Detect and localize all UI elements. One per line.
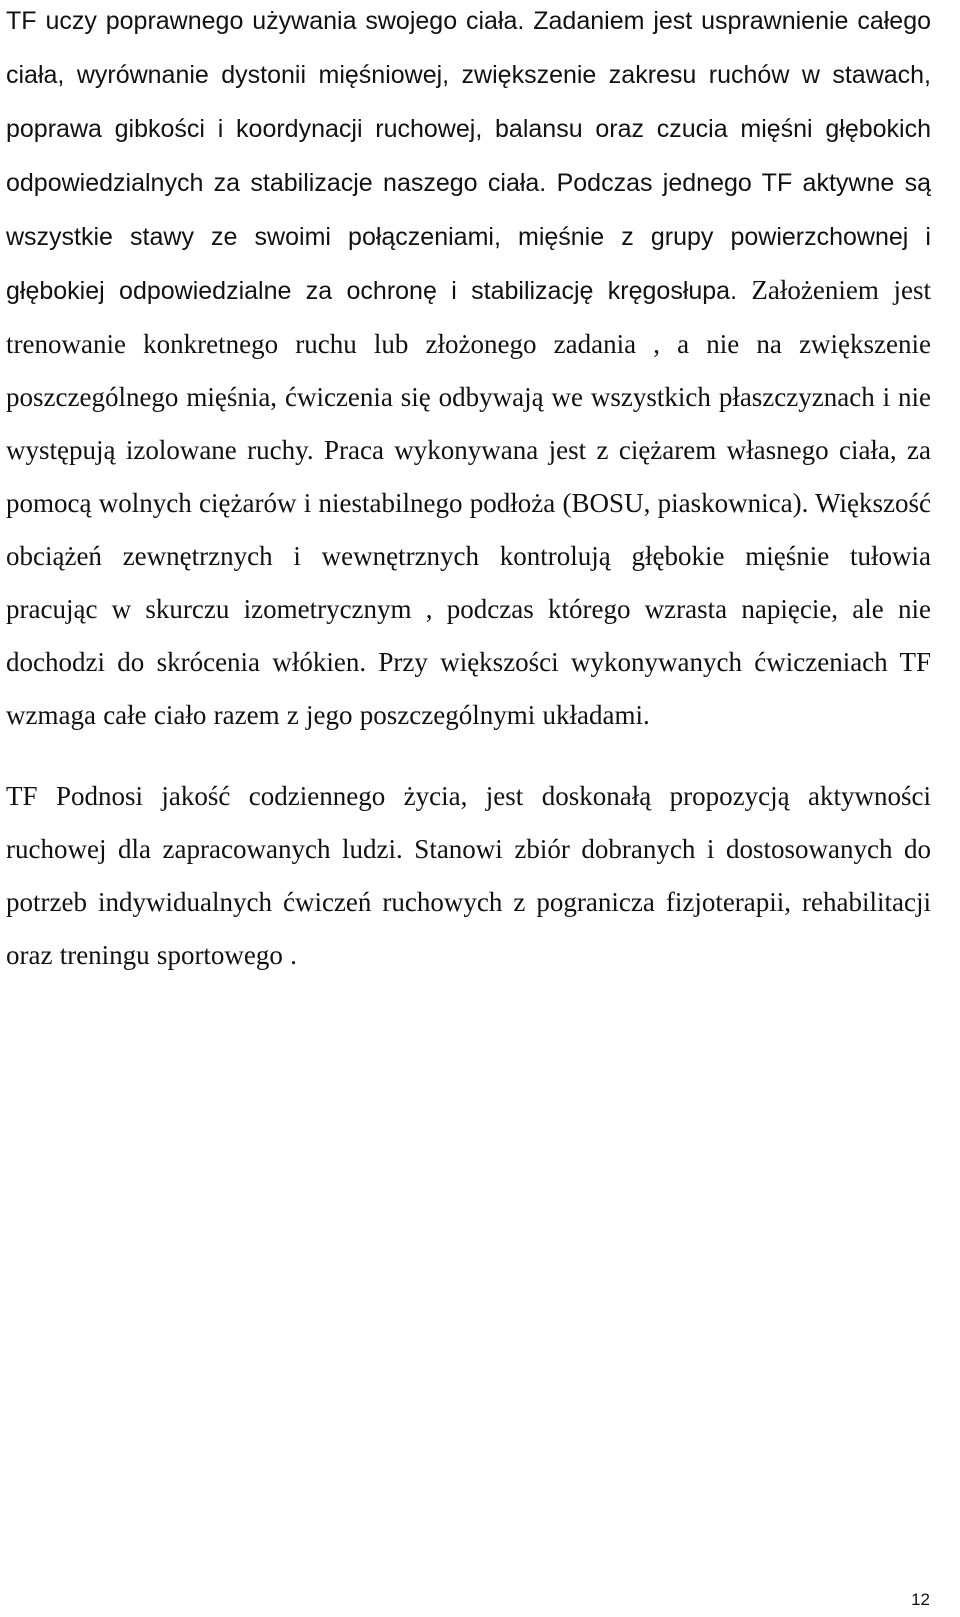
page-number: 12 xyxy=(911,1590,930,1609)
paragraph-1 xyxy=(6,0,931,742)
paragraph-2: TF Podnosi jakość codziennego życia, jest doskonałą propozycją aktywności ruchowej dla zapracowanych ludzi. Stanowi zbiór dobranych i dostosowanych do potrzeb indywidualnych ćwiczeń ruchowych z pogranicza fizjoterapii, rehabilitacji oraz treningu sportowego . xyxy=(6,781,931,970)
document-page xyxy=(6,0,931,982)
paragraph-1-sans-text: TF uczy poprawnego używania swojego ciała. Zadaniem jest usprawnienie całego ciała, wyrównanie dystonii mięśniowej, zwiększenie zakresu ruchów w stawach, poprawa gibkości i koordynacji ruchowej, balansu oraz czucia mięśni głębokich odpowiedzialnych za stabilizacje naszego ciała. Podczas jednego TF aktywne są wszystkie stawy ze swoimi połączeniami, mięśnie z grupy powierzchownej i głębokiej odpowiedzialne za ochronę i stabilizację kręgosłupa. xyxy=(6,7,931,305)
paragraph-1-serif-text: Założeniem jest trenowanie konkretnego ruchu lub złożonego zadania , a nie na zwiększenie poszczególnego mięśnia, ćwiczenia się odbywają we wszystkich płaszczyznach i nie występują izolowane ruchy. Praca wykonywana jest z ciężarem własnego ciała, za pomocą wolnych ciężarów i niestabilnego podłoża (BOSU, piaskownica). Większość obciążeń zewnętrznych i wewnętrznych kontrolują głębokie mięśnie tułowia pracując w skurczu izometrycznym , podczas którego wzrasta napięcie, ale nie dochodzi do skrócenia włókien. Przy większości wykonywanych ćwiczeniach TF wzmaga całe ciało razem z jego poszczególnymi układami. xyxy=(6,275,931,730)
